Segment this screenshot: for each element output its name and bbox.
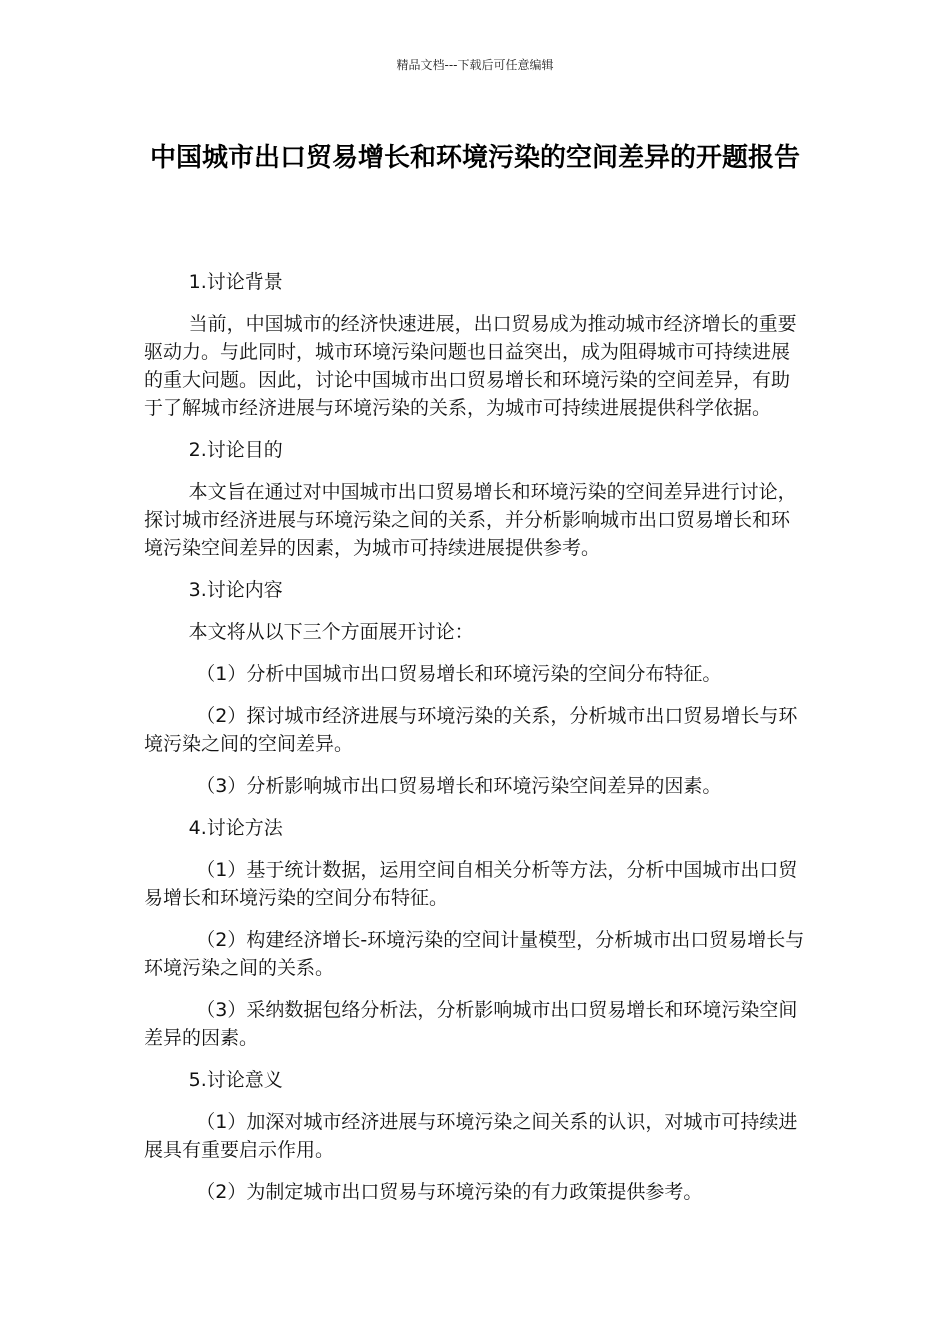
significance-item-1: （1）加深对城市经济进展与环境污染之间关系的认识，对城市可持续进展具有重要启示作用。: [144, 1111, 798, 1161]
header-note: 精品文档---下载后可任意编辑: [396, 58, 554, 72]
significance-item-2: （2）为制定城市出口贸易与环境污染的有力政策提供参考。: [196, 1181, 703, 1203]
method-item-1: （1）基于统计数据，运用空间自相关分析等方法，分析中国城市出口贸易增长和环境污染的空间分布特征。: [144, 859, 798, 909]
section-heading-content: 3.讨论内容: [188, 579, 283, 601]
content-item-1: （1）分析中国城市出口贸易增长和环境污染的空间分布特征。: [196, 663, 722, 685]
method-item-2: （2）构建经济增长-环境污染的空间计量模型，分析城市出口贸易增长与环境污染之间的关系。: [144, 929, 805, 979]
background-paragraph: 当前，中国城市的经济快速进展，出口贸易成为推动城市经济增长的重要驱动力。与此同时，城市环境污染问题也日益突出，成为阻碍城市可持续进展的重大问题。因此，讨论中国城市出口贸易增长和环境污染的空间差异，有助于了解城市经济进展与环境污染的关系，为城市可持续进展提供科学依据。: [144, 313, 797, 419]
method-item-3: （3）采纳数据包络分析法，分析影响城市出口贸易增长和环境污染空间差异的因素。: [144, 999, 798, 1049]
content-item-3: （3）分析影响城市出口贸易增长和环境污染空间差异的因素。: [196, 775, 722, 797]
content-item-2: （2）探讨城市经济进展与环境污染的关系，分析城市出口贸易增长与环境污染之间的空间差异。: [144, 705, 798, 755]
section-heading-purpose: 2.讨论目的: [188, 439, 283, 461]
section-heading-background: 1.讨论背景: [188, 271, 283, 293]
document-title: 中国城市出口贸易增长和环境污染的空间差异的开题报告: [149, 143, 800, 173]
purpose-paragraph: 本文旨在通过对中国城市出口贸易增长和环境污染的空间差异进行讨论，探讨城市经济进展与环境污染之间的关系，并分析影响城市出口贸易增长和环境污染空间差异的因素，为城市可持续进展提供参考。: [144, 481, 797, 559]
section-heading-significance: 5.讨论意义: [188, 1069, 283, 1091]
section-heading-methods: 4.讨论方法: [188, 817, 283, 839]
document-body: [144, 268, 806, 1220]
content-intro: 本文将从以下三个方面展开讨论：: [188, 621, 474, 643]
